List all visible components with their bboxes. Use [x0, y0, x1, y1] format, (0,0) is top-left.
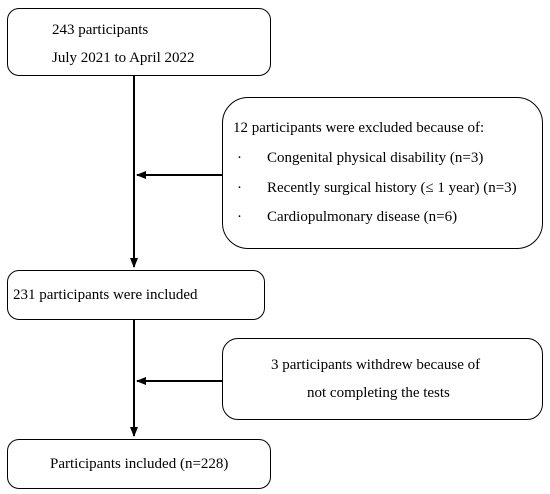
included-count-text: 231 participants were included [13, 287, 198, 303]
bullet-2: · [237, 180, 242, 196]
final-participants-box [7, 439, 271, 489]
included-participants-box [7, 270, 265, 320]
date-range-text: July 2021 to April 2022 [52, 50, 195, 66]
bullet-3: · [237, 209, 242, 225]
exclusion-item-2: Recently surgical history (≤ 1 year) (n=3) [267, 180, 517, 196]
initial-count-text: 243 participants [52, 22, 149, 38]
exclusion-box-1 [222, 97, 543, 249]
exclusion-box-2 [222, 338, 543, 420]
exclusion-heading: 12 participants were excluded because of: [233, 120, 485, 136]
withdrawal-reason-text: not completing the tests [307, 385, 450, 401]
withdrawal-text: 3 participants withdrew because of [271, 357, 481, 373]
bullet-1: · [237, 150, 242, 166]
initial-participants-box [7, 8, 271, 76]
exclusion-item-3: Cardiopulmonary disease (n=6) [267, 209, 458, 225]
exclusion-item-1: Congenital physical disability (n=3) [267, 150, 484, 166]
final-count-text: Participants included (n=228) [50, 456, 229, 472]
